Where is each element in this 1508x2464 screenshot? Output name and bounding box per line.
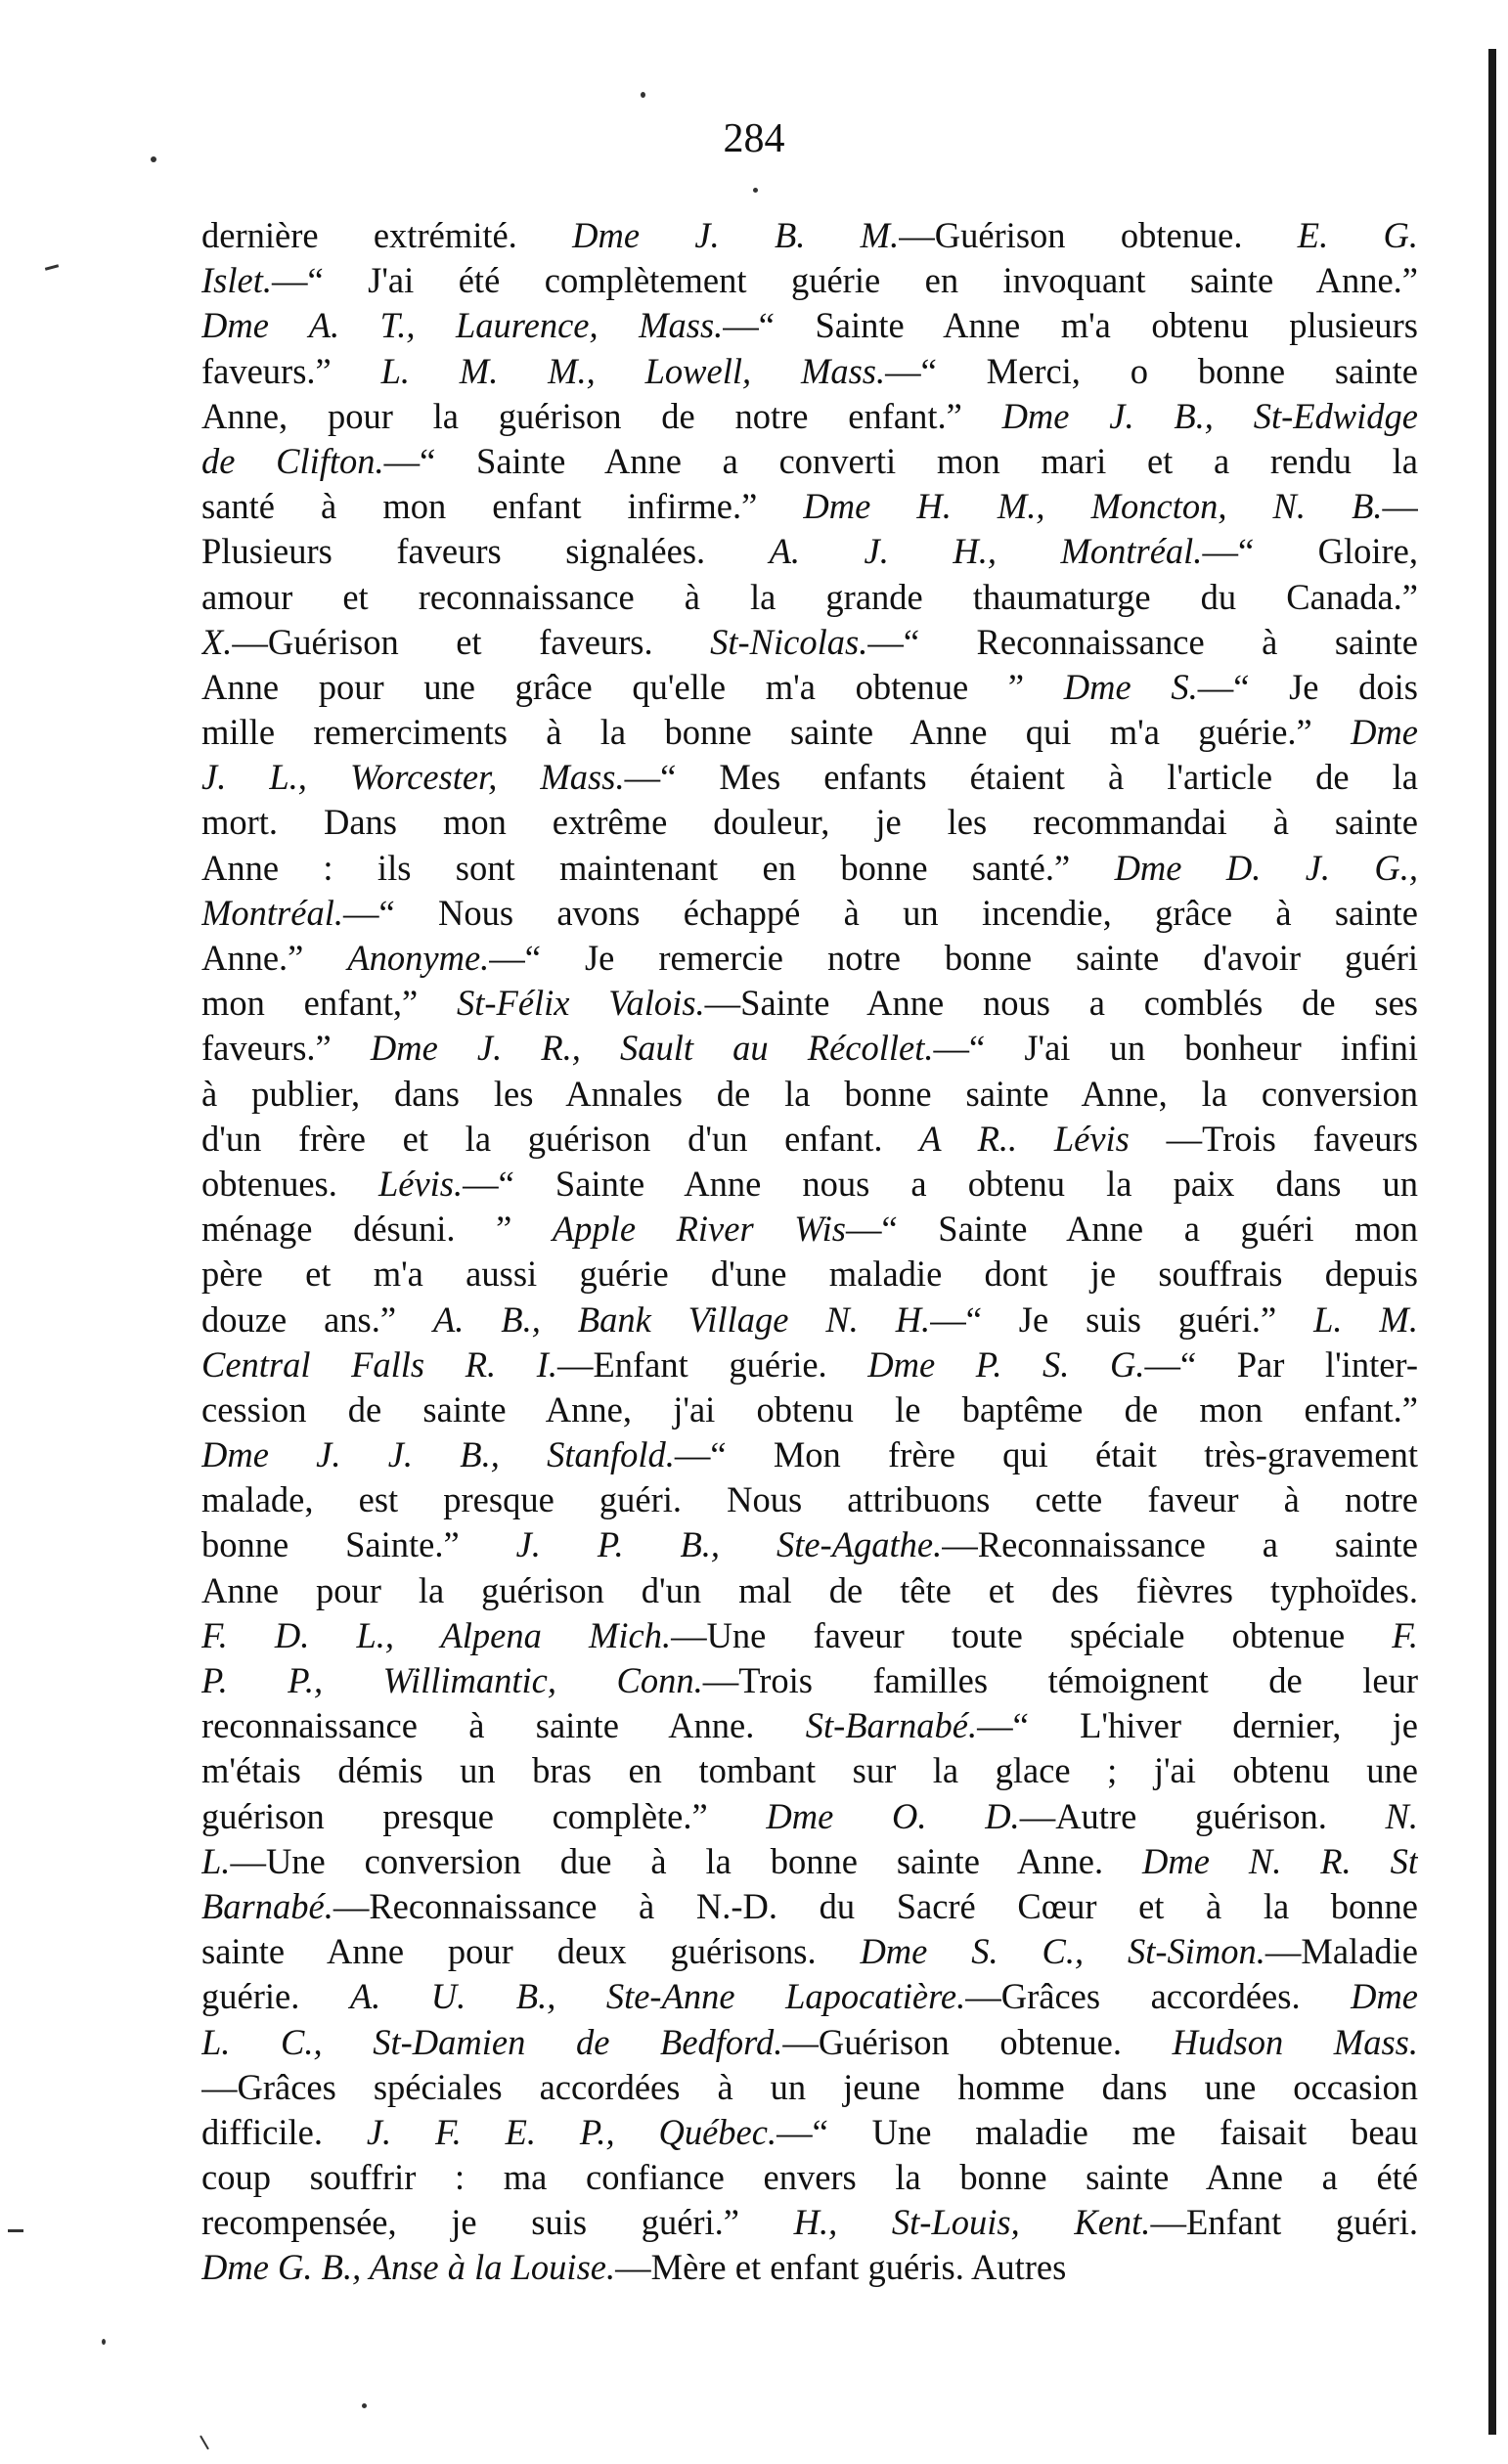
text-line: santé à mon enfant infirme.” Dme H. M., Moncton, N. B.— [201,486,1418,527]
text-line: P. P., Willimantic, Conn.—Trois familles témoignent de leur [201,1660,1418,1700]
text-line: sainte Anne pour deux guérisons. Dme S. C., St-Simon.—Maladie [201,1931,1418,1972]
text-line: faveurs.” Dme J. R., Sault au Récollet.—“ J'ai un bonheur infini [201,1028,1418,1069]
text-line: Anne pour la guérison d'un mal de tête et des fièvres typhoïdes. [201,1569,1418,1610]
scan-speck [641,92,645,98]
text-line: Dme G. B., Anse à la Louise.—Mère et enfant guéris. Autres [201,2247,1067,2288]
page-number: 284 [723,116,785,161]
text-line: bonne Sainte.” J. P. B., Ste-Agathe.—Reconnaissance a sainte [201,1524,1418,1565]
text-line: Dme A. T., Laurence, Mass.—“ Sainte Anne m'a obtenu plusieurs [201,305,1418,346]
scan-speck [753,188,758,193]
page-edge-rule [1488,49,1496,2435]
text-line: Dme J. J. B., Stanfold.—“ Mon frère qui était très-gravement [201,1434,1418,1475]
scan-speck [362,2403,367,2408]
text-line: guérison presque complète.” Dme O. D.—Autre guérison. N. [201,1795,1418,1836]
text-line: Montréal.—“ Nous avons échappé à un incendie, grâce à sainte [201,892,1418,933]
text-line: douze ans.” A. B., Bank Village N. H.—“ Je suis guéri.” L. M. [201,1298,1418,1340]
text-line: J. L., Worcester, Mass.—“ Mes enfants étaient à l'article de la [201,757,1418,798]
text-line: dernière extrémité. Dme J. B. M.—Guérison obtenue. E. G. [201,215,1418,255]
text-line: —Grâces spéciales accordées à un jeune homme dans une occasion [201,2066,1418,2107]
text-line: mort. Dans mon extrême douleur, je les recommandai à sainte [201,802,1418,843]
text-line: L.—Une conversion due à la bonne sainte Anne. Dme N. R. St [201,1840,1418,1881]
text-line: Anne pour une grâce qu'elle m'a obtenue ” Dme S.—“ Je dois [201,666,1418,707]
text-line: Anne, pour la guérison de notre enfant.” Dme J. B., St-Edwidge [201,395,1418,436]
text-line: m'étais démis un bras en tombant sur la glace ; j'ai obtenu une [201,1750,1418,1791]
text-line: difficile. J. F. E. P., Québec.—“ Une maladie me faisait beau [201,2111,1418,2152]
text-line: reconnaissance à sainte Anne. St-Barnabé.—“ L'hiver dernier, je [201,1705,1418,1746]
scan-speck [102,2339,106,2345]
text-line: F. D. L., Alpena Mich.—Une faveur toute spéciale obtenue F. [201,1614,1418,1655]
text-line: Islet.—“ J'ai été complètement guérie en invoquant sainte Anne.” [201,260,1418,301]
text-line: Anne.” Anonyme.—“ Je remercie notre bonne sainte d'avoir guéri [201,938,1418,978]
scan-speck [151,156,156,162]
scan-mark [200,2436,209,2450]
text-line: mon enfant,” St-Félix Valois.—Sainte Anne nous a comblés de ses [201,983,1418,1024]
text-line: recompensée, je suis guéri.” H., St-Louis, Kent.—Enfant guéri. [201,2202,1418,2243]
text-line: guérie. A. U. B., Ste-Anne Lapocatière.—Grâces accordées. Dme [201,1976,1418,2017]
page-text [201,213,1418,2291]
text-line: de Clifton.—“ Sainte Anne a converti mon mari et a rendu la [201,440,1418,481]
text-line: L. C., St-Damien de Bedford.—Guérison obtenue. Hudson Mass. [201,2021,1418,2062]
text-line: Plusieurs faveurs signalées. A. J. H., Montréal.—“ Gloire, [201,531,1418,572]
text-line: Anne : ils sont maintenant en bonne santé.” Dme D. J. G., [201,847,1418,888]
text-line: faveurs.” L. M. M., Lowell, Mass.—“ Merci, o bonne sainte [201,350,1418,391]
text-line: amour et reconnaissance à la grande thaumaturge du Canada.” [201,576,1418,617]
text-line: malade, est presque guéri. Nous attribuons cette faveur à notre [201,1479,1418,1520]
text-line: ménage désuni. ” Apple River Wis—“ Sainte Anne a guéri mon [201,1209,1418,1250]
text-line: à publier, dans les Annales de la bonne sainte Anne, la conversion [201,1073,1418,1114]
text-line: père et m'a aussi guérie d'une maladie dont je souffrais depuis [201,1254,1418,1295]
text-line: obtenues. Lévis.—“ Sainte Anne nous a obtenu la paix dans un [201,1163,1418,1204]
text-line: X.—Guérison et faveurs. St-Nicolas.—“ Reconnaissance à sainte [201,621,1418,662]
text-line: mille remerciments à la bonne sainte Anne qui m'a guérie.” Dme [201,712,1418,753]
scan-mark [8,2229,23,2232]
text-line: coup souffrir : ma confiance envers la bonne sainte Anne a été [201,2157,1418,2198]
text-line: Barnabé.—Reconnaissance à N.-D. du Sacré Cœur et à la bonne [201,1885,1418,1926]
text-line: cession de sainte Anne, j'ai obtenu le baptême de mon enfant.” [201,1388,1418,1430]
text-line: Central Falls R. I.—Enfant guérie. Dme P. S. G.—“ Par l'inter- [201,1343,1418,1385]
scan-mark [45,264,59,271]
text-line: d'un frère et la guérison d'un enfant. A R.. Lévis —Trois faveurs [201,1118,1418,1159]
